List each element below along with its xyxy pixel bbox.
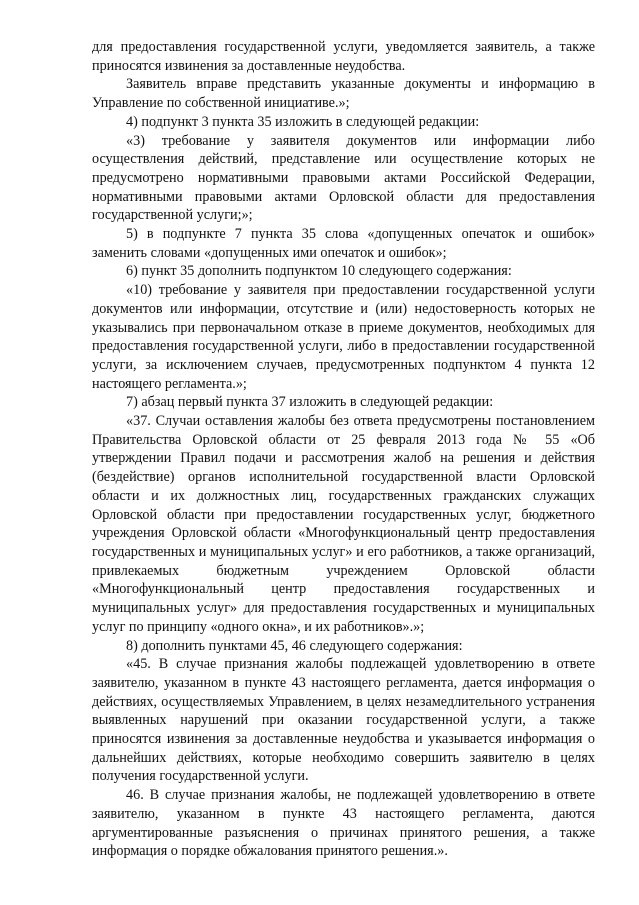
paragraph-applicant-right: Заявитель вправе представить указанные документы и информацию в Управление по собственной инициативе.»; xyxy=(92,76,595,112)
paragraph-subitem-10-text: «10) требование у заявителя при предоставлении государственной услуги документов или информации, отсутствие и (или) недостоверность которых не указывались при первоначальном отказе в приеме документов, необходимых для предоставления государственной услуги, либо в предоставлении государственной услуги, за исключением случаев, предусмотренных подпунктом 4 пункта 12 настоящего регламента.»; xyxy=(92,282,595,392)
paragraph-point-46-text: 46. В случае признания жалобы, не подлежащей удовлетворению в ответе заявителю, указанном в пункте 43 настоящего регламента, даются аргументированные разъяснения о причинах принятого решения, а также информация о порядке обжалования принятого решения.». xyxy=(92,787,595,860)
paragraph-item-5: 5) в подпункте 7 пункта 35 слова «допущенных опечаток и ошибок» заменить словами «допущенных ими опечаток и ошибок»; xyxy=(92,226,595,261)
paragraph-item-6: 6) пункт 35 дополнить подпунктом 10 следующего содержания: xyxy=(126,263,512,280)
paragraph-continuation: для предоставления государственной услуги, уведомляется заявитель, а также приносятся извинения за доставленные неудобства. xyxy=(92,39,595,74)
paragraph-item-7: 7) абзац первый пункта 37 изложить в следующей редакции: xyxy=(126,394,494,411)
paragraph-point-45-text: «45. В случае признания жалобы подлежащей удовлетворению в ответе заявителю, указанном в пункте 43 настоящего регламента, дается информация о действиях, осуществляемых Управлением, в целях незамедлительного устранения выявленных нарушений при оказании государственной услуги, а также приносятся извинения за доставленные неудобства и указывается информация о дальнейших действиях, которые необходимо совершить заявителю в целях получения государственной услуги. xyxy=(92,656,595,785)
paragraph-item-4: 4) подпункт 3 пункта 35 изложить в следующей редакции: xyxy=(126,113,480,130)
paragraph-item-8: 8) дополнить пунктами 45, 46 следующего содержания: xyxy=(126,637,463,654)
paragraph-point-37-text: «37. Случаи оставления жалобы без ответа предусмотрены постановлением Правительства Орловской области от 25 февраля 2013 года № 55 «Об утверждении Правил подачи и рассмотрения жалоб на решения и действия (бездействие) органов исполнительной государственной власти Орловской области и их должностных лиц, государственных гражданских служащих Орловской области при предоставлении государственных услуг, бюджетного учреждения Орловской области «Многофункциональный центр предоставления государственных и муниципальных услуг» и его работников, а также организаций, привлекаемых бюджетным учреждением Орловской области «Многофункциональный центр предоставления государственных и муниципальных услуг» для предоставления государственных и муниципальных услуг по принципу «одного окна», и их работников».»; xyxy=(92,413,595,635)
paragraph-subitem-3-text: «3) требование у заявителя документов или информации либо осуществления действий, представление или осуществление которых не предусмотрено нормативными правовыми актами Российской Федерации, нормативными правовыми актами Орловской области для предоставления государственной услуги;»; xyxy=(92,132,595,224)
document-page xyxy=(92,38,595,861)
